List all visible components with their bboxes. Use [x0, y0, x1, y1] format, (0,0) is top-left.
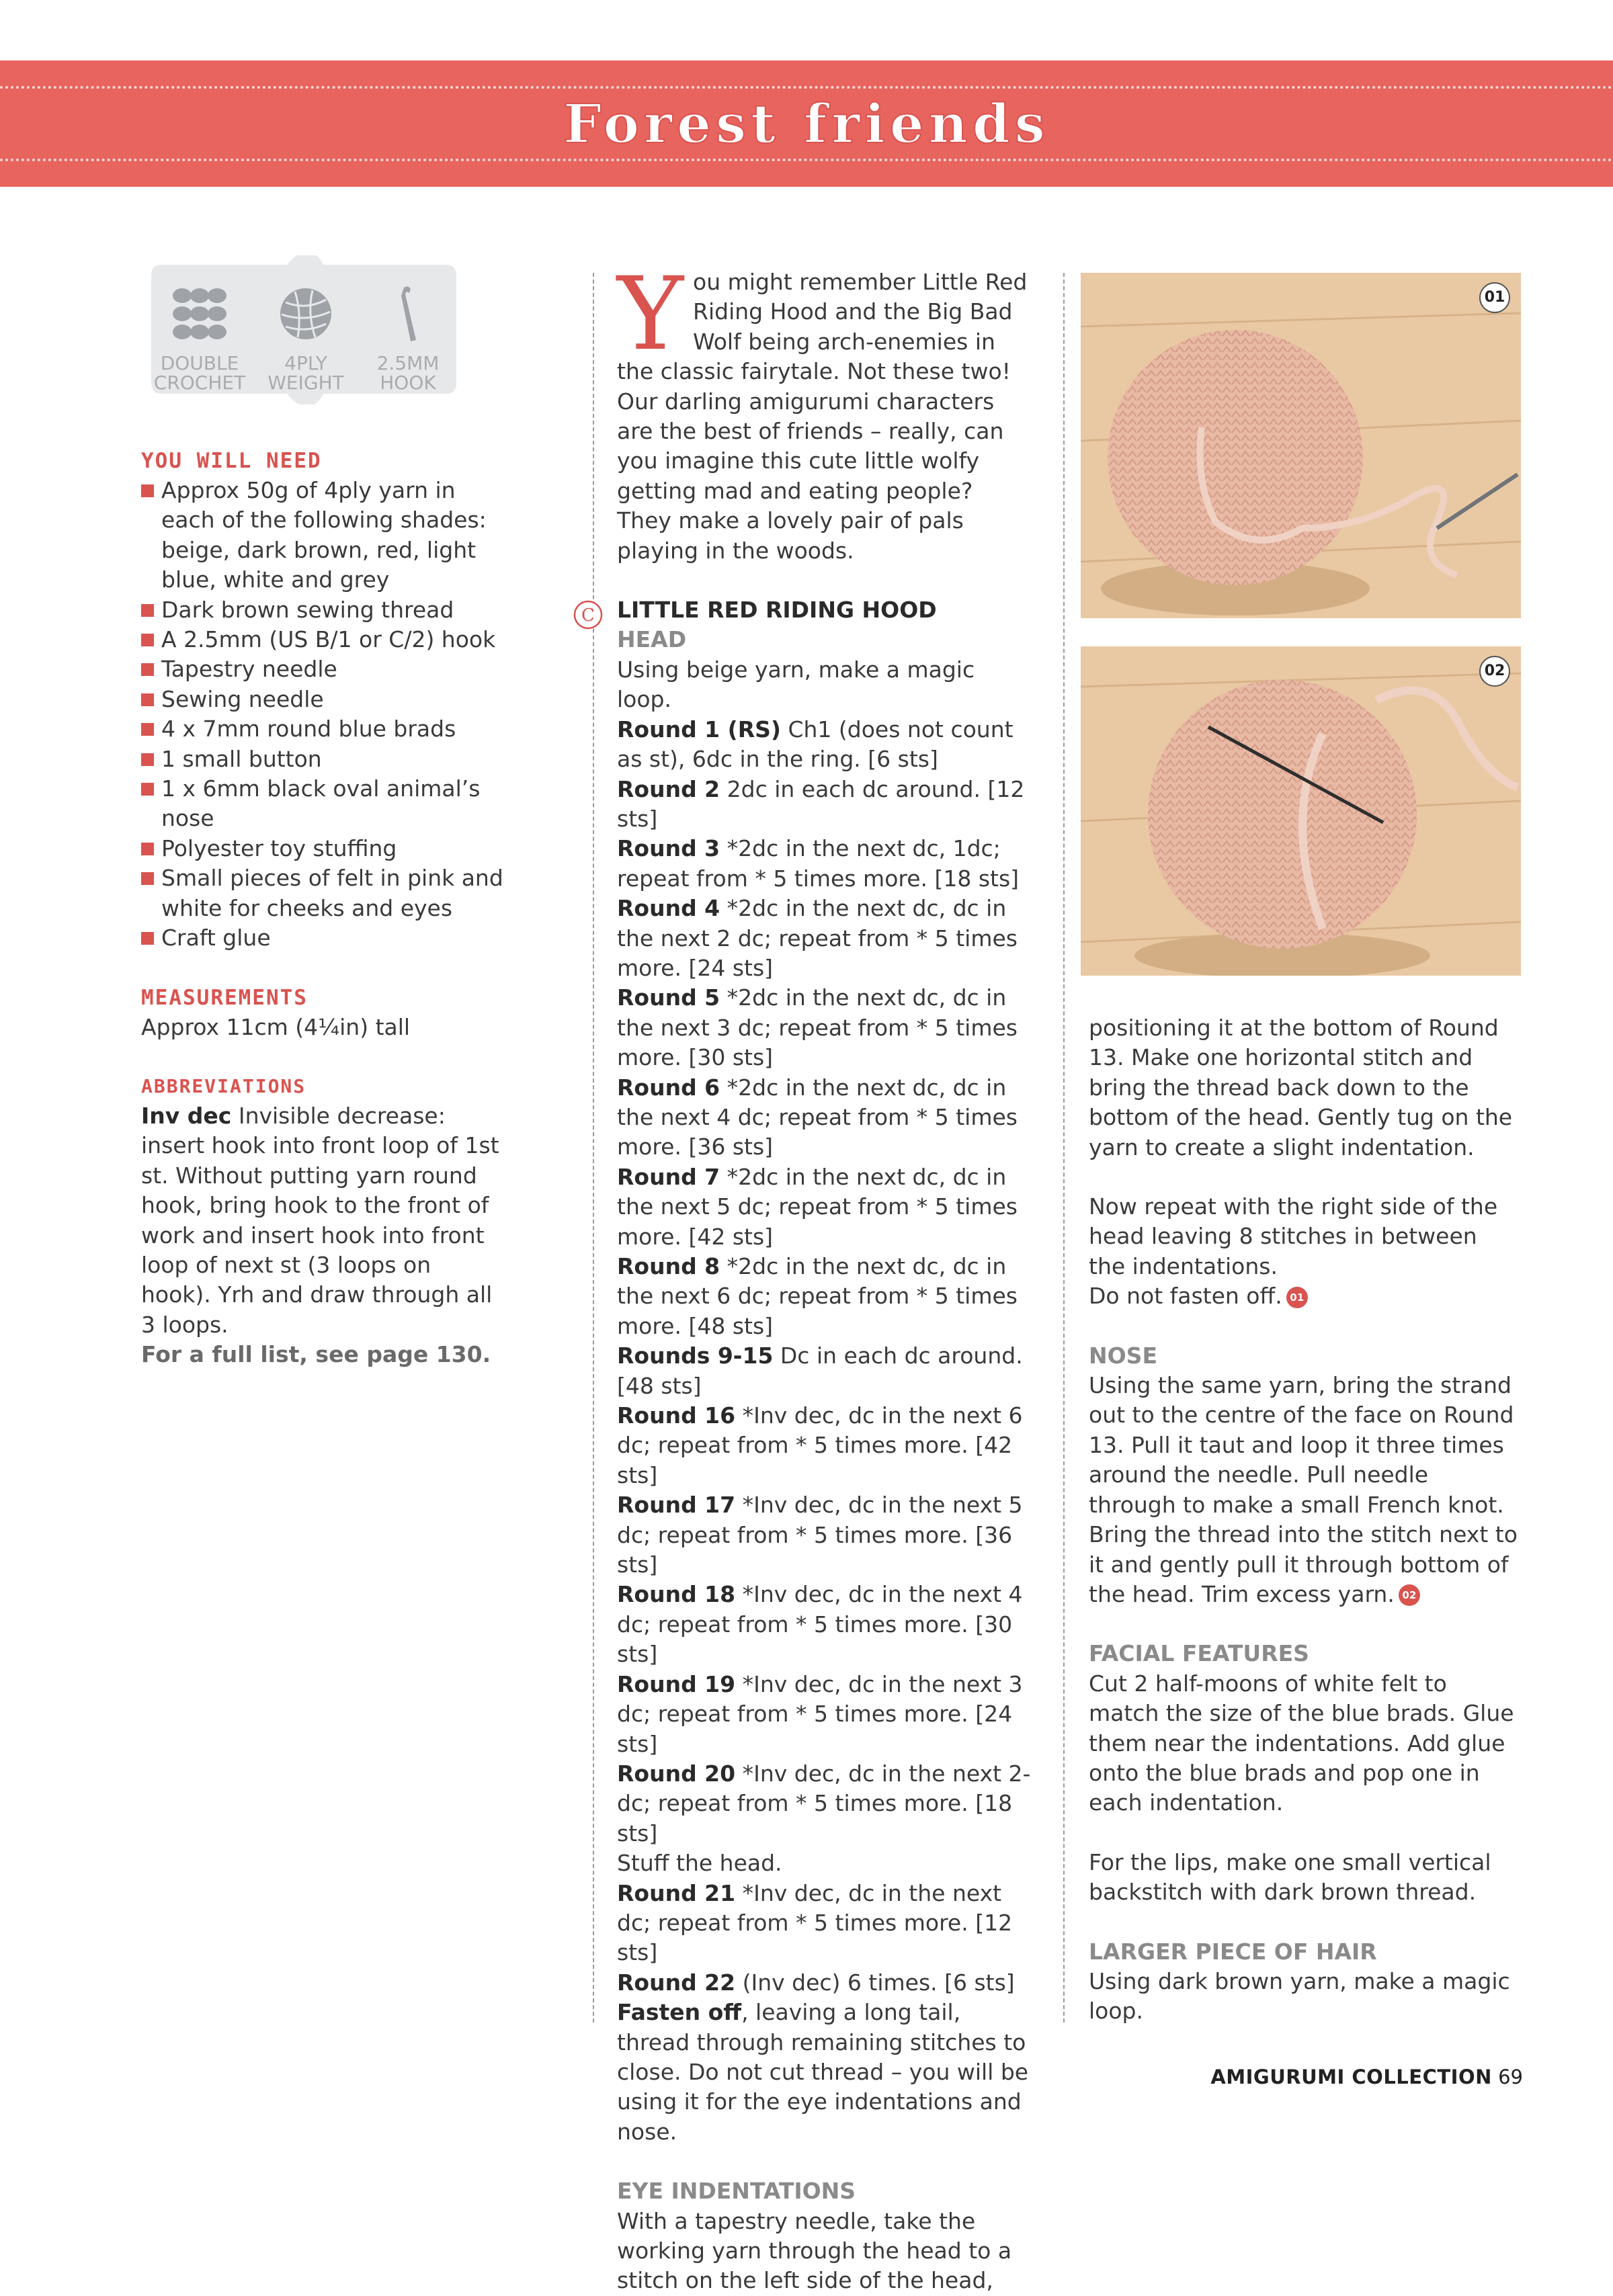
round-text: *Inv dec, dc in the next 2-dc; repeat from * 5 times more. [18 sts]	[617, 1760, 1031, 1846]
round-text: *2dc in the next dc, dc in the next 2 dc; repeat from * 5 times more. [24 sts]	[617, 895, 1018, 981]
larger-hair-text: Using dark brown yarn, make a magic loop.	[1089, 1967, 1510, 2025]
magic-loop-text: Using beige yarn, make a magic loop.	[617, 656, 975, 713]
round-label: Round 17	[617, 1492, 736, 1519]
round-instruction	[617, 1580, 1034, 1669]
list-item-text: 4 x 7mm round blue brads	[161, 716, 456, 742]
abbreviation-entry	[141, 1101, 504, 1340]
list-item-text: 1 small button	[161, 745, 322, 772]
round-label: Round 22	[617, 1969, 736, 1996]
list-item-text: Approx 50g of 4ply yarn in each of the following shades: beige, dark brown, red, light blue, white and grey	[161, 477, 487, 593]
round-instruction	[617, 775, 1034, 835]
yarn-ball-icon	[275, 284, 337, 344]
eye-indentations-heading: EYE INDENTATIONS	[617, 2178, 856, 2205]
step-photo-02	[1081, 646, 1521, 976]
indentation-continued-text: positioning it at the bottom of Round 13. Make one horizontal stitch and bring the thread back down to the bottom of the head. Gently tug on the yarn to create a slight indentation.	[1089, 1015, 1513, 1160]
list-item	[141, 625, 504, 654]
larger-hair-heading: LARGER PIECE OF HAIR	[1089, 1938, 1377, 1965]
list-item	[141, 654, 504, 684]
round-instruction	[617, 1252, 1034, 1341]
round-text: *2dc in the next dc, dc in the next 3 dc; repeat from * 5 times more. [30 sts]	[617, 984, 1018, 1071]
crochet-hook-icon	[377, 284, 439, 344]
list-item	[141, 774, 504, 834]
instructions-column	[1089, 1013, 1519, 2027]
badge-item-hook	[354, 284, 462, 392]
bullet-square-icon	[141, 663, 154, 676]
round-text: *2dc in the next dc, dc in the next 6 dc; repeat from * 5 times more. [48 sts]	[617, 1253, 1018, 1339]
abbreviations-heading: ABBREVIATIONS	[141, 1074, 306, 1097]
page-number: 69	[1498, 2066, 1523, 2088]
round-text: *Inv dec, dc in the next 4 dc; repeat from * 5 times more. [30 sts]	[617, 1581, 1023, 1668]
intro-text: ou might remember Little Red Riding Hood and the Big Bad Wolf being arch-enemies in the classic fairytale. Not these two! Our darling amigurumi characters are the best of friends – really, can you imagine this cute little wolfy getting mad and eating people? They make a lovely pair of pals playing in the woods.	[617, 269, 1028, 564]
intro-paragraph	[617, 256, 1034, 566]
banner-stitch-bottom	[0, 159, 1613, 161]
section-header	[581, 595, 1034, 626]
round-label: Round 19	[617, 1670, 736, 1697]
round-label: Round 20	[617, 1760, 736, 1787]
round-text: *2dc in the next dc, 1dc; repeat from * 5 times more. [18 sts]	[617, 835, 1020, 892]
bullet-square-icon	[141, 783, 154, 796]
bullet-square-icon	[141, 484, 154, 497]
measurements-text: Approx 11cm (4¼in) tall	[141, 1013, 411, 1040]
list-item-text: Craft glue	[161, 925, 271, 951]
round-instruction	[617, 1759, 1034, 1848]
bullet-square-icon	[141, 753, 154, 766]
round-label: Round 18	[617, 1581, 736, 1608]
list-item-text: Small pieces of felt in pink and white for cheeks and eyes	[161, 865, 503, 921]
round-instruction	[617, 1401, 1034, 1490]
list-item	[141, 923, 504, 953]
bullet-square-icon	[141, 693, 154, 706]
round-instruction	[617, 1162, 1034, 1252]
fasten-off-label: Fasten off	[617, 1999, 742, 2026]
round-instruction	[617, 894, 1034, 983]
round-instruction	[617, 1073, 1034, 1162]
nose-text: Using the same yarn, bring the strand out to the centre of the face on Round 13. Pull it taut and loop it three times around the needle. Pull needle through to make a small French knot. Bring the thread into the stitch next to it and gently pull it through bottom of the head. Trim excess yarn.	[1089, 1372, 1518, 1607]
badge-label-line1: 2.5MM	[376, 352, 440, 374]
abbreviation-definition: Invisible decrease: insert hook into front loop of 1st st. Without putting yarn round hook, bring hook to the front of work and insert hook into front loop of next st (3 loops on hook). Yrh and draw through all 3 loops.	[141, 1102, 499, 1338]
list-item	[141, 476, 504, 595]
round-label: Round 2	[617, 775, 720, 802]
photo-ref-icon: 02	[1399, 1584, 1420, 1606]
abbreviation-term: Inv dec	[141, 1102, 232, 1129]
bullet-square-icon	[141, 634, 154, 646]
crochet-ball-photo	[1081, 273, 1521, 618]
list-item-text: Sewing needle	[161, 685, 324, 712]
column-rule-right	[1063, 273, 1065, 2023]
measurements-heading: MEASUREMENTS	[141, 985, 308, 1010]
materials-column	[141, 446, 504, 1370]
round-label: Rounds 9-15	[617, 1343, 774, 1369]
round-instruction	[617, 1879, 1034, 1968]
badge-label-line2: CROCHET	[153, 372, 246, 394]
photo-number-badge: 01	[1479, 282, 1510, 313]
fasten-off-paragraph	[617, 1998, 1034, 2147]
list-item	[141, 834, 504, 863]
round-text: *Inv dec, dc in the next 5 dc; repeat from * 5 times more. [36 sts]	[617, 1492, 1023, 1578]
round-text: *Inv dec, dc in the next dc; repeat from * 5 times more. [12 sts]	[617, 1879, 1013, 1966]
list-item-text: Tapestry needle	[161, 656, 337, 683]
round-label: Round 7	[617, 1163, 720, 1190]
full-list-note: For a full list, see page 130.	[141, 1341, 491, 1368]
list-item	[141, 714, 504, 744]
round-instruction	[617, 834, 1034, 894]
round-text: Ch1 (does not count as st), 6dc in the ring. [6 sts]	[617, 716, 1014, 773]
list-item-text: Polyester toy stuffing	[161, 835, 397, 861]
step-photo-01	[1081, 273, 1521, 618]
nose-heading: NOSE	[1089, 1342, 1157, 1369]
badge-item-double-crochet	[146, 284, 253, 392]
round-text: Dc in each dc around. [48 sts]	[617, 1343, 1023, 1399]
banner-stitch-top	[0, 86, 1613, 89]
photo-number-badge: 02	[1479, 656, 1510, 687]
round-text: *Inv dec, dc in the next 6 dc; repeat from * 5 times more. [42 sts]	[617, 1402, 1023, 1488]
section-title: LITTLE RED RIDING HOOD	[617, 597, 937, 624]
round-instruction	[617, 1490, 1034, 1580]
list-item-text: A 2.5mm (US B/1 or C/2) hook	[161, 626, 496, 653]
do-not-fasten-text: Do not fasten off.	[1089, 1283, 1282, 1310]
materials-list	[141, 476, 504, 953]
facial-features-heading: FACIAL FEATURES	[1089, 1640, 1309, 1667]
list-item-text: 1 x 6mm black oval animal’s nose	[161, 775, 481, 832]
photo-ref-icon: 01	[1286, 1287, 1308, 1308]
list-item	[141, 595, 504, 625]
round-label: Round 3	[617, 835, 720, 862]
round-label: Round 4	[617, 895, 720, 922]
page-footer	[1210, 2066, 1523, 2088]
round-instruction	[617, 1670, 1034, 1759]
round-instruction	[617, 1341, 1034, 1401]
round-text: *Inv dec, dc in the next 3 dc; repeat from * 5 times more. [24 sts]	[617, 1670, 1023, 1757]
lips-text: For the lips, make one small vertical backstitch with dark brown thread.	[1089, 1848, 1491, 1906]
crochet-ball-needle-photo	[1081, 646, 1521, 976]
nose-paragraph	[1089, 1371, 1519, 1609]
round-text: 2dc in each dc around. [12 sts]	[617, 775, 1025, 832]
bullet-square-icon	[141, 932, 154, 945]
pattern-column	[581, 256, 1034, 2296]
bullet-square-icon	[141, 604, 154, 617]
bullet-square-icon	[141, 843, 154, 855]
svg-text:C: C	[581, 605, 595, 626]
title-banner	[0, 60, 1613, 187]
round-label: Round 5	[617, 984, 720, 1011]
you-will-need-heading: YOU WILL NEED	[141, 449, 322, 473]
round-label: Round 1 (RS)	[617, 716, 781, 742]
list-item-text: Dark brown sewing thread	[161, 596, 454, 623]
magazine-name: AMIGURUMI COLLECTION	[1210, 2066, 1492, 2088]
round-label: Round 8	[617, 1253, 720, 1279]
badge-label-line1: DOUBLE	[160, 352, 239, 374]
drop-cap: Y	[617, 256, 684, 373]
round-instruction	[617, 1968, 1034, 1998]
list-item	[141, 745, 504, 774]
bullet-square-icon	[141, 723, 154, 736]
repeat-right-side-text: Now repeat with the right side of the head leaving 8 stitches in between the indentations.	[1089, 1193, 1498, 1279]
double-crochet-icon	[169, 284, 231, 344]
stuff-head-text: Stuff the head.	[617, 1850, 782, 1877]
round-label: Round 6	[617, 1074, 720, 1101]
round-instruction	[617, 715, 1034, 775]
bullet-square-icon	[141, 872, 154, 885]
round-text: *2dc in the next dc, dc in the next 4 dc; repeat from * 5 times more. [36 sts]	[617, 1074, 1018, 1160]
rounds-list-2	[617, 1879, 1034, 1998]
head-subheading: HEAD	[617, 626, 687, 653]
list-item	[141, 685, 504, 714]
column-rule-left	[593, 273, 594, 2023]
do-not-fasten-paragraph	[1089, 1281, 1519, 1311]
round-instruction	[617, 983, 1034, 1072]
skill-badge	[138, 255, 470, 405]
badge-label-line2: WEIGHT	[267, 372, 344, 394]
rounds-list	[617, 715, 1034, 1848]
fasten-off-text: , leaving a long tail, thread through remaining stitches to close. Do not cut thread – you will be using it for the eye indentations and nose.	[617, 1999, 1029, 2145]
list-item	[141, 863, 504, 923]
round-text: (Inv dec) 6 times. [6 sts]	[735, 1969, 1015, 1996]
round-label: Round 21	[617, 1879, 736, 1906]
facial-features-text: Cut 2 half-moons of white felt to match the size of the blue brads. Glue them near the indentations. Add glue onto the blue brads and pop one in each indentation.	[1089, 1670, 1514, 1816]
round-text: *2dc in the next dc, dc in the next 5 dc; repeat from * 5 times more. [42 sts]	[617, 1163, 1018, 1250]
round-label: Round 16	[617, 1402, 736, 1429]
badge-label-line2: HOOK	[380, 372, 436, 394]
badge-label-line1: 4PLY	[284, 352, 327, 374]
section-c-icon	[573, 599, 604, 630]
eye-indentations-text: With a tapestry needle, take the working yarn through the head to a stitch on the left side of the head,	[617, 2207, 1012, 2294]
page-title: Forest friends	[563, 92, 1050, 155]
badge-item-weight	[252, 284, 360, 392]
